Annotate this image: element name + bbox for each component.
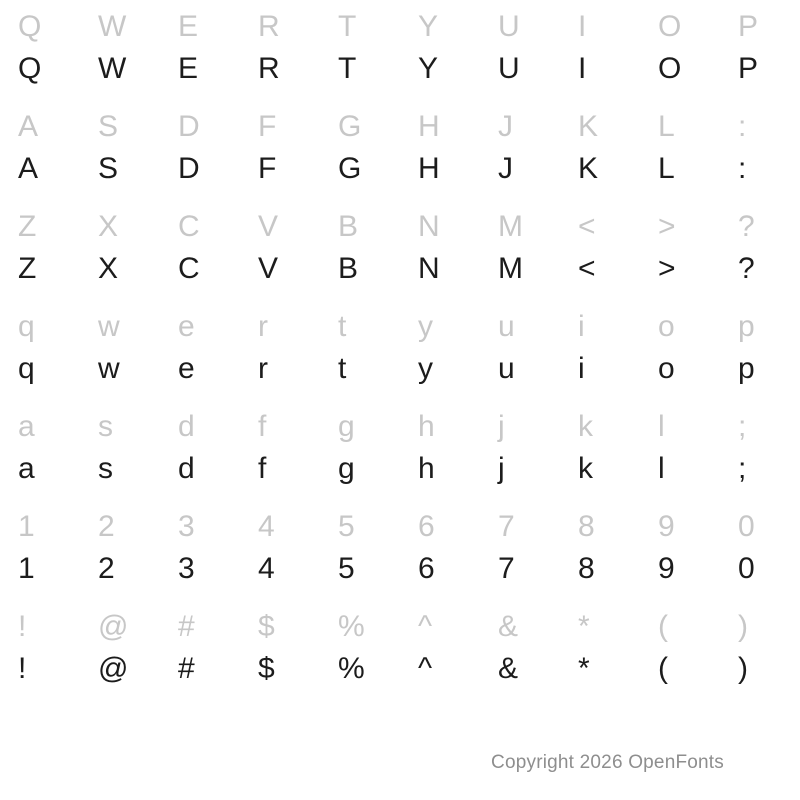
glyph-cell: * (578, 610, 590, 643)
glyph-cell: i (578, 310, 585, 343)
glyph-cell: % (338, 652, 365, 685)
glyph-cell: Y (418, 52, 439, 85)
glyph-cell: $ (258, 652, 275, 685)
glyph-cell: 2 (98, 552, 115, 585)
glyph-cell: t (338, 352, 347, 385)
glyph-cell: A (18, 152, 39, 185)
glyph-cell: y (418, 352, 433, 385)
glyph-cell: 0 (738, 552, 755, 585)
glyph-cell: g (338, 410, 355, 443)
glyph-cell: @ (98, 652, 129, 685)
glyph-cell: 0 (738, 510, 755, 543)
glyph-cell: o (658, 352, 675, 385)
glyph-row (0, 454, 800, 504)
glyph-cell: W (98, 10, 127, 43)
glyph-cell: u (498, 310, 515, 343)
glyph-cell: H (418, 152, 440, 185)
glyph-cell: q (18, 352, 35, 385)
glyph-cell: f (258, 410, 267, 443)
glyph-cell: 3 (178, 552, 195, 585)
glyph-cell: 4 (258, 552, 275, 585)
glyph-cell: Z (18, 210, 37, 243)
glyph-cell: Y (418, 10, 439, 43)
glyph-cell: f (258, 452, 267, 485)
glyph-row (0, 354, 800, 404)
glyph-cell: o (658, 310, 675, 343)
glyph-cell: C (178, 252, 200, 285)
glyph-cell: O (658, 52, 682, 85)
glyph-cell: V (258, 252, 279, 285)
glyph-cell: s (98, 410, 113, 443)
glyph-cell: a (18, 452, 35, 485)
glyph-cell: j (498, 452, 505, 485)
glyph-cell: Q (18, 52, 42, 85)
glyph-cell: u (498, 352, 515, 385)
glyph-row (0, 504, 800, 554)
glyph-row (0, 4, 800, 54)
glyph-row (0, 154, 800, 204)
glyph-cell: F (258, 152, 277, 185)
glyph-cell: # (178, 610, 195, 643)
glyph-cell: J (498, 110, 513, 143)
glyph-cell: E (178, 10, 199, 43)
glyph-cell: e (178, 352, 195, 385)
glyph-cell: D (178, 152, 200, 185)
glyph-cell: 1 (18, 510, 35, 543)
glyph-cell: a (18, 410, 35, 443)
glyph-cell: 3 (178, 510, 195, 543)
glyph-cell: S (98, 110, 119, 143)
glyph-cell: I (578, 52, 587, 85)
glyph-cell: 9 (658, 510, 675, 543)
glyph-cell: L (658, 110, 675, 143)
glyph-row (0, 604, 800, 654)
glyph-cell: Q (18, 10, 42, 43)
glyph-cell: T (338, 52, 357, 85)
glyph-cell: W (98, 52, 127, 85)
glyph-cell: H (418, 110, 440, 143)
glyph-cell: t (338, 310, 347, 343)
glyph-cell: < (578, 252, 596, 285)
glyph-cell: l (658, 410, 665, 443)
glyph-cell: e (178, 310, 195, 343)
glyph-row (0, 404, 800, 454)
glyph-cell: 5 (338, 510, 355, 543)
glyph-row (0, 554, 800, 604)
glyph-cell: ! (18, 652, 27, 685)
glyph-cell: V (258, 210, 279, 243)
glyph-cell: T (338, 10, 357, 43)
glyph-cell: h (418, 410, 435, 443)
glyph-cell: R (258, 10, 280, 43)
glyph-cell: ! (18, 610, 27, 643)
glyph-cell: $ (258, 610, 275, 643)
glyph-cell: w (98, 352, 120, 385)
glyph-cell: G (338, 110, 362, 143)
glyph-cell: 2 (98, 510, 115, 543)
glyph-cell: M (498, 210, 523, 243)
glyph-cell: 5 (338, 552, 355, 585)
glyph-cell: 7 (498, 510, 515, 543)
glyph-row (0, 254, 800, 304)
glyph-cell: 6 (418, 510, 435, 543)
glyph-cell: K (578, 152, 599, 185)
glyph-cell: B (338, 210, 359, 243)
glyph-cell: w (98, 310, 120, 343)
glyph-cell: N (418, 210, 440, 243)
glyph-cell: ; (738, 452, 747, 485)
glyph-cell: g (338, 452, 355, 485)
glyph-cell: ) (738, 610, 748, 643)
glyph-cell: F (258, 110, 277, 143)
glyph-cell: @ (98, 610, 129, 643)
glyph-cell: Z (18, 252, 37, 285)
glyph-cell: P (738, 10, 759, 43)
glyph-cell: 6 (418, 552, 435, 585)
glyph-cell: N (418, 252, 440, 285)
glyph-cell: j (498, 410, 505, 443)
glyph-cell: U (498, 10, 520, 43)
glyph-cell: X (98, 252, 119, 285)
glyph-cell: d (178, 452, 195, 485)
glyph-cell: E (178, 52, 199, 85)
glyph-cell: M (498, 252, 523, 285)
glyph-cell: ) (738, 652, 748, 685)
glyph-cell: S (98, 152, 119, 185)
glyph-cell: i (578, 352, 585, 385)
glyph-cell: p (738, 352, 755, 385)
glyph-cell: U (498, 52, 520, 85)
glyph-cell: p (738, 310, 755, 343)
glyph-cell: y (418, 310, 433, 343)
glyph-cell: B (338, 252, 359, 285)
glyph-cell: 1 (18, 552, 35, 585)
glyph-cell: k (578, 452, 593, 485)
glyph-cell: l (658, 452, 665, 485)
glyph-cell: J (498, 152, 513, 185)
glyph-cell: ; (738, 410, 747, 443)
glyph-cell: P (738, 52, 759, 85)
glyph-cell: ? (738, 210, 755, 243)
glyph-cell: > (658, 252, 676, 285)
glyph-row (0, 654, 800, 704)
glyph-cell: X (98, 210, 119, 243)
glyph-cell: ^ (418, 610, 433, 643)
glyph-cell: r (258, 310, 268, 343)
glyph-cell: * (578, 652, 590, 685)
glyph-cell: & (498, 652, 519, 685)
glyph-row (0, 54, 800, 104)
glyph-row (0, 104, 800, 154)
glyph-cell: 4 (258, 510, 275, 543)
glyph-cell: R (258, 52, 280, 85)
glyph-cell: K (578, 110, 599, 143)
glyph-cell: O (658, 10, 682, 43)
glyph-cell: C (178, 210, 200, 243)
glyph-cell: : (738, 110, 747, 143)
glyph-cell: r (258, 352, 268, 385)
glyph-cell: ( (658, 610, 668, 643)
glyph-cell: d (178, 410, 195, 443)
glyph-cell: A (18, 110, 39, 143)
glyph-cell: 8 (578, 510, 595, 543)
glyph-cell: G (338, 152, 362, 185)
glyph-row (0, 204, 800, 254)
glyph-cell: % (338, 610, 365, 643)
glyph-cell: I (578, 10, 587, 43)
glyph-cell: 9 (658, 552, 675, 585)
glyph-cell: # (178, 652, 195, 685)
glyph-cell: D (178, 110, 200, 143)
glyph-cell: 8 (578, 552, 595, 585)
glyph-row (0, 304, 800, 354)
glyph-cell: > (658, 210, 676, 243)
glyph-cell: < (578, 210, 596, 243)
glyph-cell: 7 (498, 552, 515, 585)
glyph-cell: L (658, 152, 675, 185)
glyph-cell: q (18, 310, 35, 343)
glyph-cell: s (98, 452, 113, 485)
glyph-cell: ^ (418, 652, 433, 685)
glyph-cell: h (418, 452, 435, 485)
glyph-cell: ( (658, 652, 668, 685)
glyph-cell: : (738, 152, 747, 185)
glyph-cell: k (578, 410, 593, 443)
glyph-cell: & (498, 610, 519, 643)
glyph-cell: ? (738, 252, 755, 285)
copyright-notice: Copyright 2026 OpenFonts (491, 752, 724, 773)
